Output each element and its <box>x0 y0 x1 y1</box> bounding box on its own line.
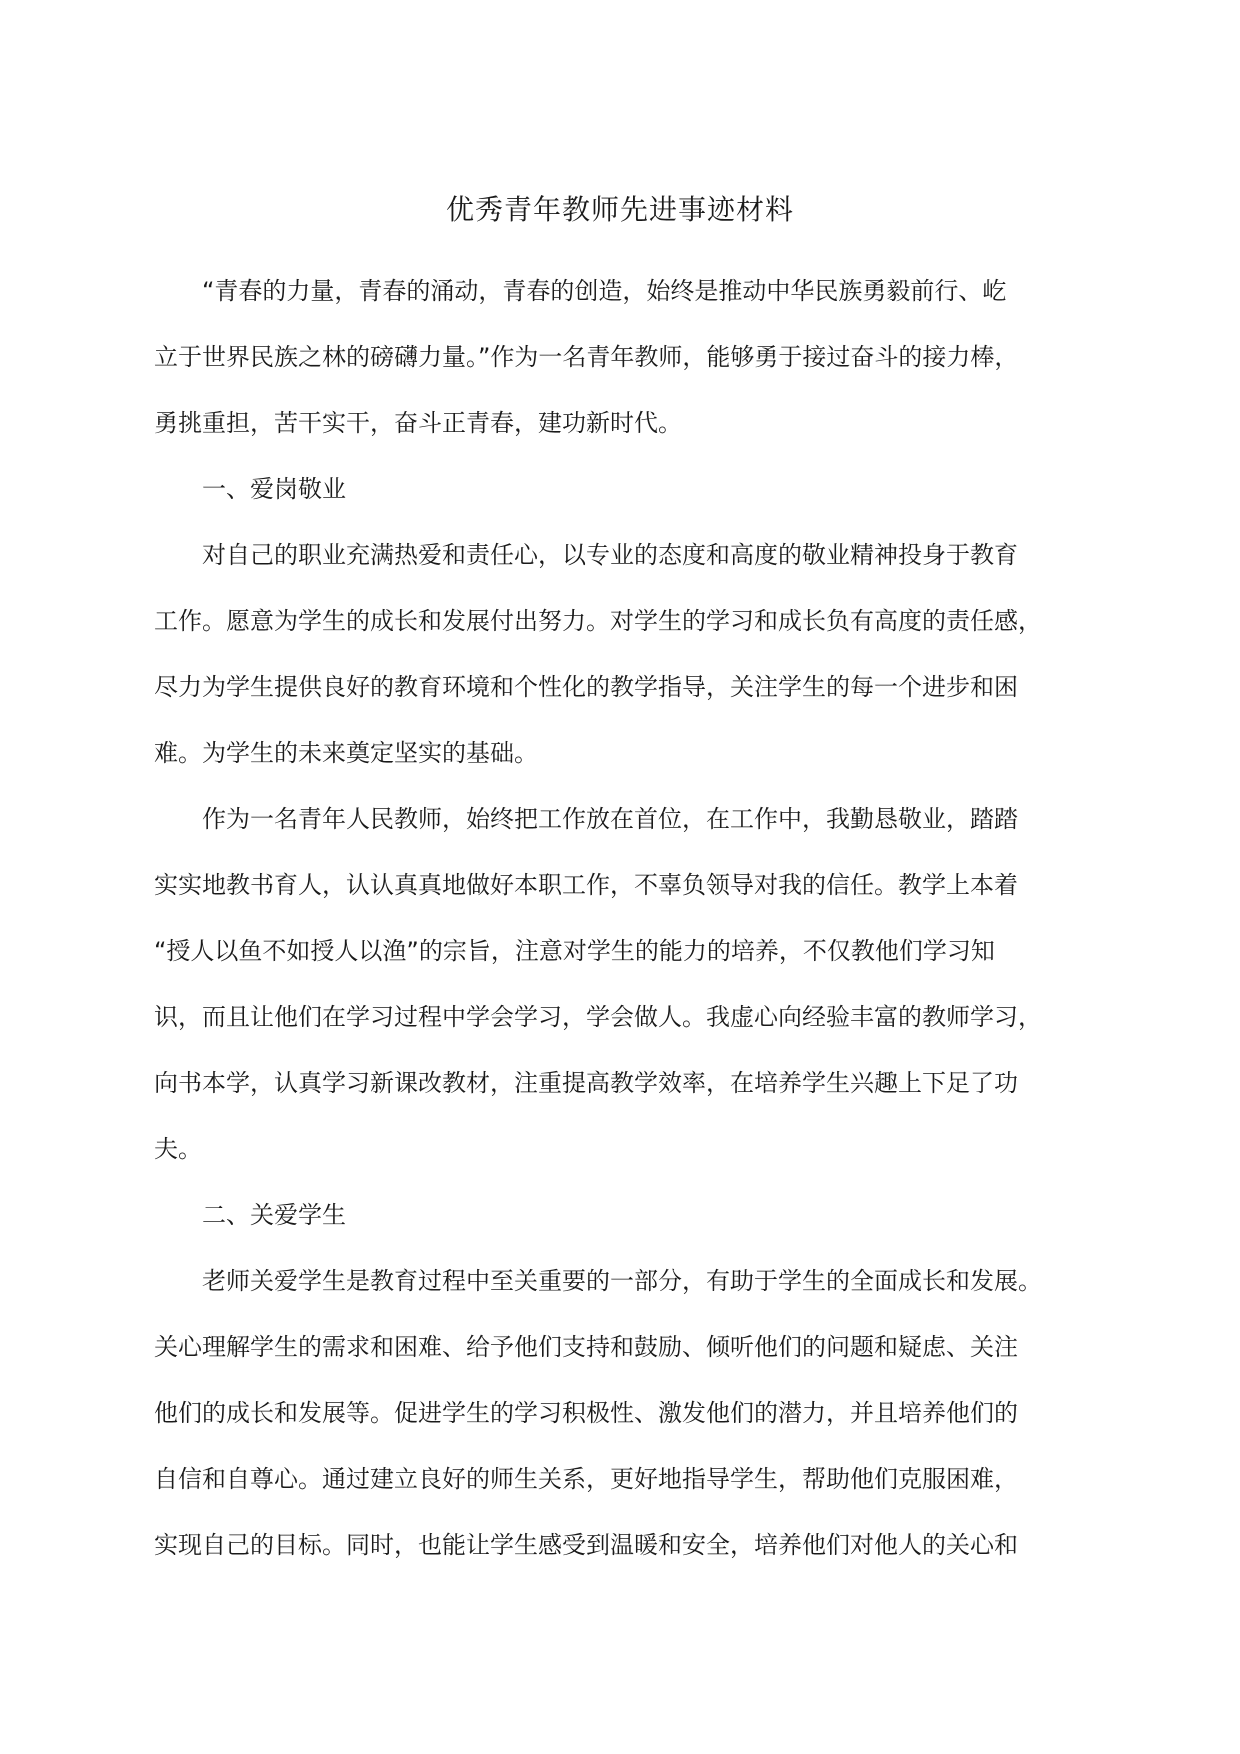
paragraph-line: 他们的成长和发展等。促进学生的学习积极性、激发他们的潜力，并且培养他们的 <box>154 1399 1018 1427</box>
document-title: 优秀青年教师先进事迹材料 <box>445 193 794 226</box>
paragraph-line: 尽力为学生提供良好的教育环境和个性化的教学指导，关注学生的每一个进步和困 <box>154 673 1018 701</box>
paragraph-line: 老师关爱学生是教育过程中至关重要的一部分，有助于学生的全面成长和发展。 <box>202 1267 1042 1295</box>
paragraph-line: 作为一名青年人民教师，始终把工作放在首位，在工作中，我勤恳敬业，踏踏 <box>202 805 1018 833</box>
paragraph-line: 对自己的职业充满热爱和责任心，以专业的态度和高度的敬业精神投身于教育 <box>202 541 1018 569</box>
section-heading: 二、关爱学生 <box>202 1201 346 1229</box>
paragraph-line: 工作。愿意为学生的成长和发展付出努力。对学生的学习和成长负有高度的责任感， <box>154 607 1042 635</box>
paragraph-line: 勇挑重担，苦干实干，奋斗正青春，建功新时代。 <box>154 409 682 437</box>
paragraph-line: 实实地教书育人，认认真真地做好本职工作，不辜负领导对我的信任。教学上本着 <box>154 871 1018 899</box>
paragraph-line: “青春的力量，青春的涌动，青春的创造，始终是推动中华民族勇毅前行、屹 <box>202 277 1007 305</box>
document-body <box>154 258 1086 1578</box>
paragraph-line: 关心理解学生的需求和困难、给予他们支持和鼓励、倾听他们的问题和疑虑、关注 <box>154 1333 1018 1361</box>
section-heading: 一、爱岗敬业 <box>202 475 346 503</box>
paragraph-line: “授人以鱼不如授人以渔”的宗旨，注意对学生的能力的培养，不仅教他们学习知 <box>154 937 995 965</box>
paragraph-line: 识，而且让他们在学习过程中学会学习，学会做人。我虚心向经验丰富的教师学习， <box>154 1003 1042 1031</box>
paragraph-line: 向书本学，认真学习新课改教材，注重提高教学效率，在培养学生兴趣上下足了功 <box>154 1069 1018 1097</box>
paragraph-line: 实现自己的目标。同时，也能让学生感受到温暖和安全，培养他们对他人的关心和 <box>154 1531 1018 1559</box>
paragraph-line: 立于世界民族之林的磅礴力量。”作为一名青年教师，能够勇于接过奋斗的接力棒， <box>154 343 1019 371</box>
paragraph-line: 难。为学生的未来奠定坚实的基础。 <box>154 739 538 767</box>
paragraph-line: 自信和自尊心。通过建立良好的师生关系，更好地指导学生，帮助他们克服困难， <box>154 1465 1018 1493</box>
paragraph-line: 夫。 <box>154 1135 202 1163</box>
